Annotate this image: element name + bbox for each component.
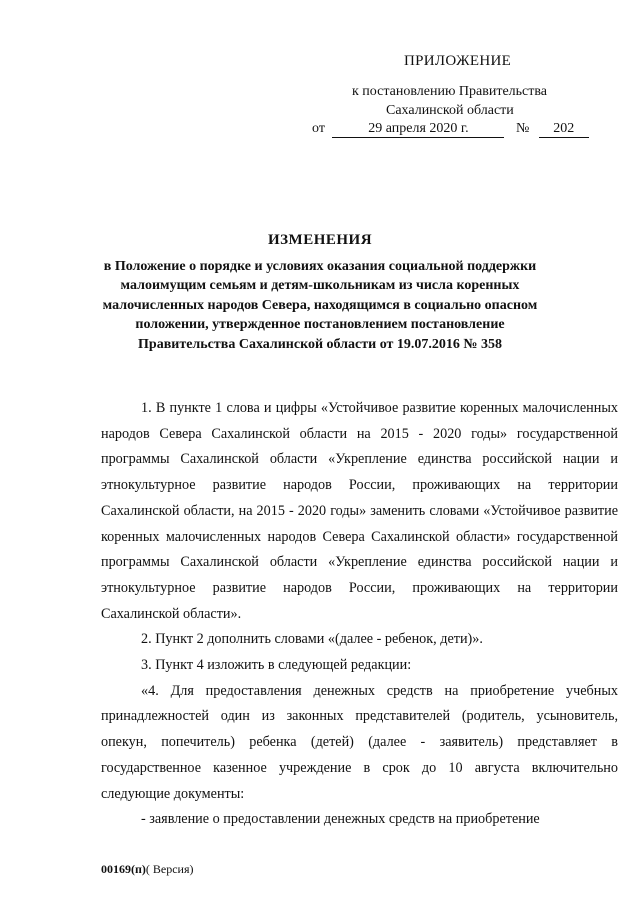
document-body: [101, 396, 618, 833]
number-label: №: [515, 121, 530, 136]
document-version: ( Версия): [145, 862, 194, 876]
heading-subtitle: в Положение о порядке и условиях оказания социальной поддержки малоимущим семьям и детям-школьникам из числа коренных малочисленных народов Севера, находящимся в социально опасном положении, утвержденное постановлением постановление Правительства Сахалинской области от 19.07.2016 № 358: [102, 258, 538, 352]
changes-heading: [100, 231, 540, 354]
heading-title: ИЗМЕНЕНИЯ: [267, 232, 373, 248]
document-code: 00169(п): [101, 862, 146, 876]
appendix-title: ПРИЛОЖЕНИЕ: [404, 53, 512, 69]
paragraph-3: 3. Пункт 4 изложить в следующей редакции:: [141, 657, 412, 674]
resolution-number: 202: [539, 121, 589, 138]
paragraph-1: 1. В пункте 1 слова и цифры «Устойчивое развитие коренных малочисленных народов Севера Сахалинской области на 2015 - 2020 годы» государственной программы Сахалинской области «Укрепление единства российской нации и этнокультурное развитие народов России, проживающих на территории Сахалинской области, на 2015 - 2020 годы» заменить словами «Устойчивое развитие коренных малочисленных народов Севера Сахалинской области» государственной программы Сахалинской области «Укрепление единства российской нации и этнокультурное развитие народов России, проживающих на территории Сахалинской области».: [101, 400, 618, 622]
paragraph-2: 2. Пункт 2 дополнить словами «(далее - ребенок, дети)».: [141, 631, 483, 648]
footer-document-code: [101, 862, 194, 877]
resolution-date: 29 апреля 2020 г.: [332, 121, 504, 138]
paragraph-4: «4. Для предоставления денежных средств на приобретение учебных принадлежностей один из законных представителей (родитель, усыновитель, опекун, попечитель) ребенка (детей) (далее - заявитель) представляет в государственное казенное учреждение в срок до 10 августа включительно следующие документы:: [101, 682, 618, 802]
paragraph-5: - заявление о предоставлении денежных средств на приобретение: [141, 811, 540, 828]
appendix-date-row: [312, 119, 589, 138]
appendix-resolution-line: к постановлению Правительства: [352, 84, 548, 99]
appendix-region-line: Сахалинской области: [386, 103, 514, 118]
from-label: от: [312, 121, 325, 136]
